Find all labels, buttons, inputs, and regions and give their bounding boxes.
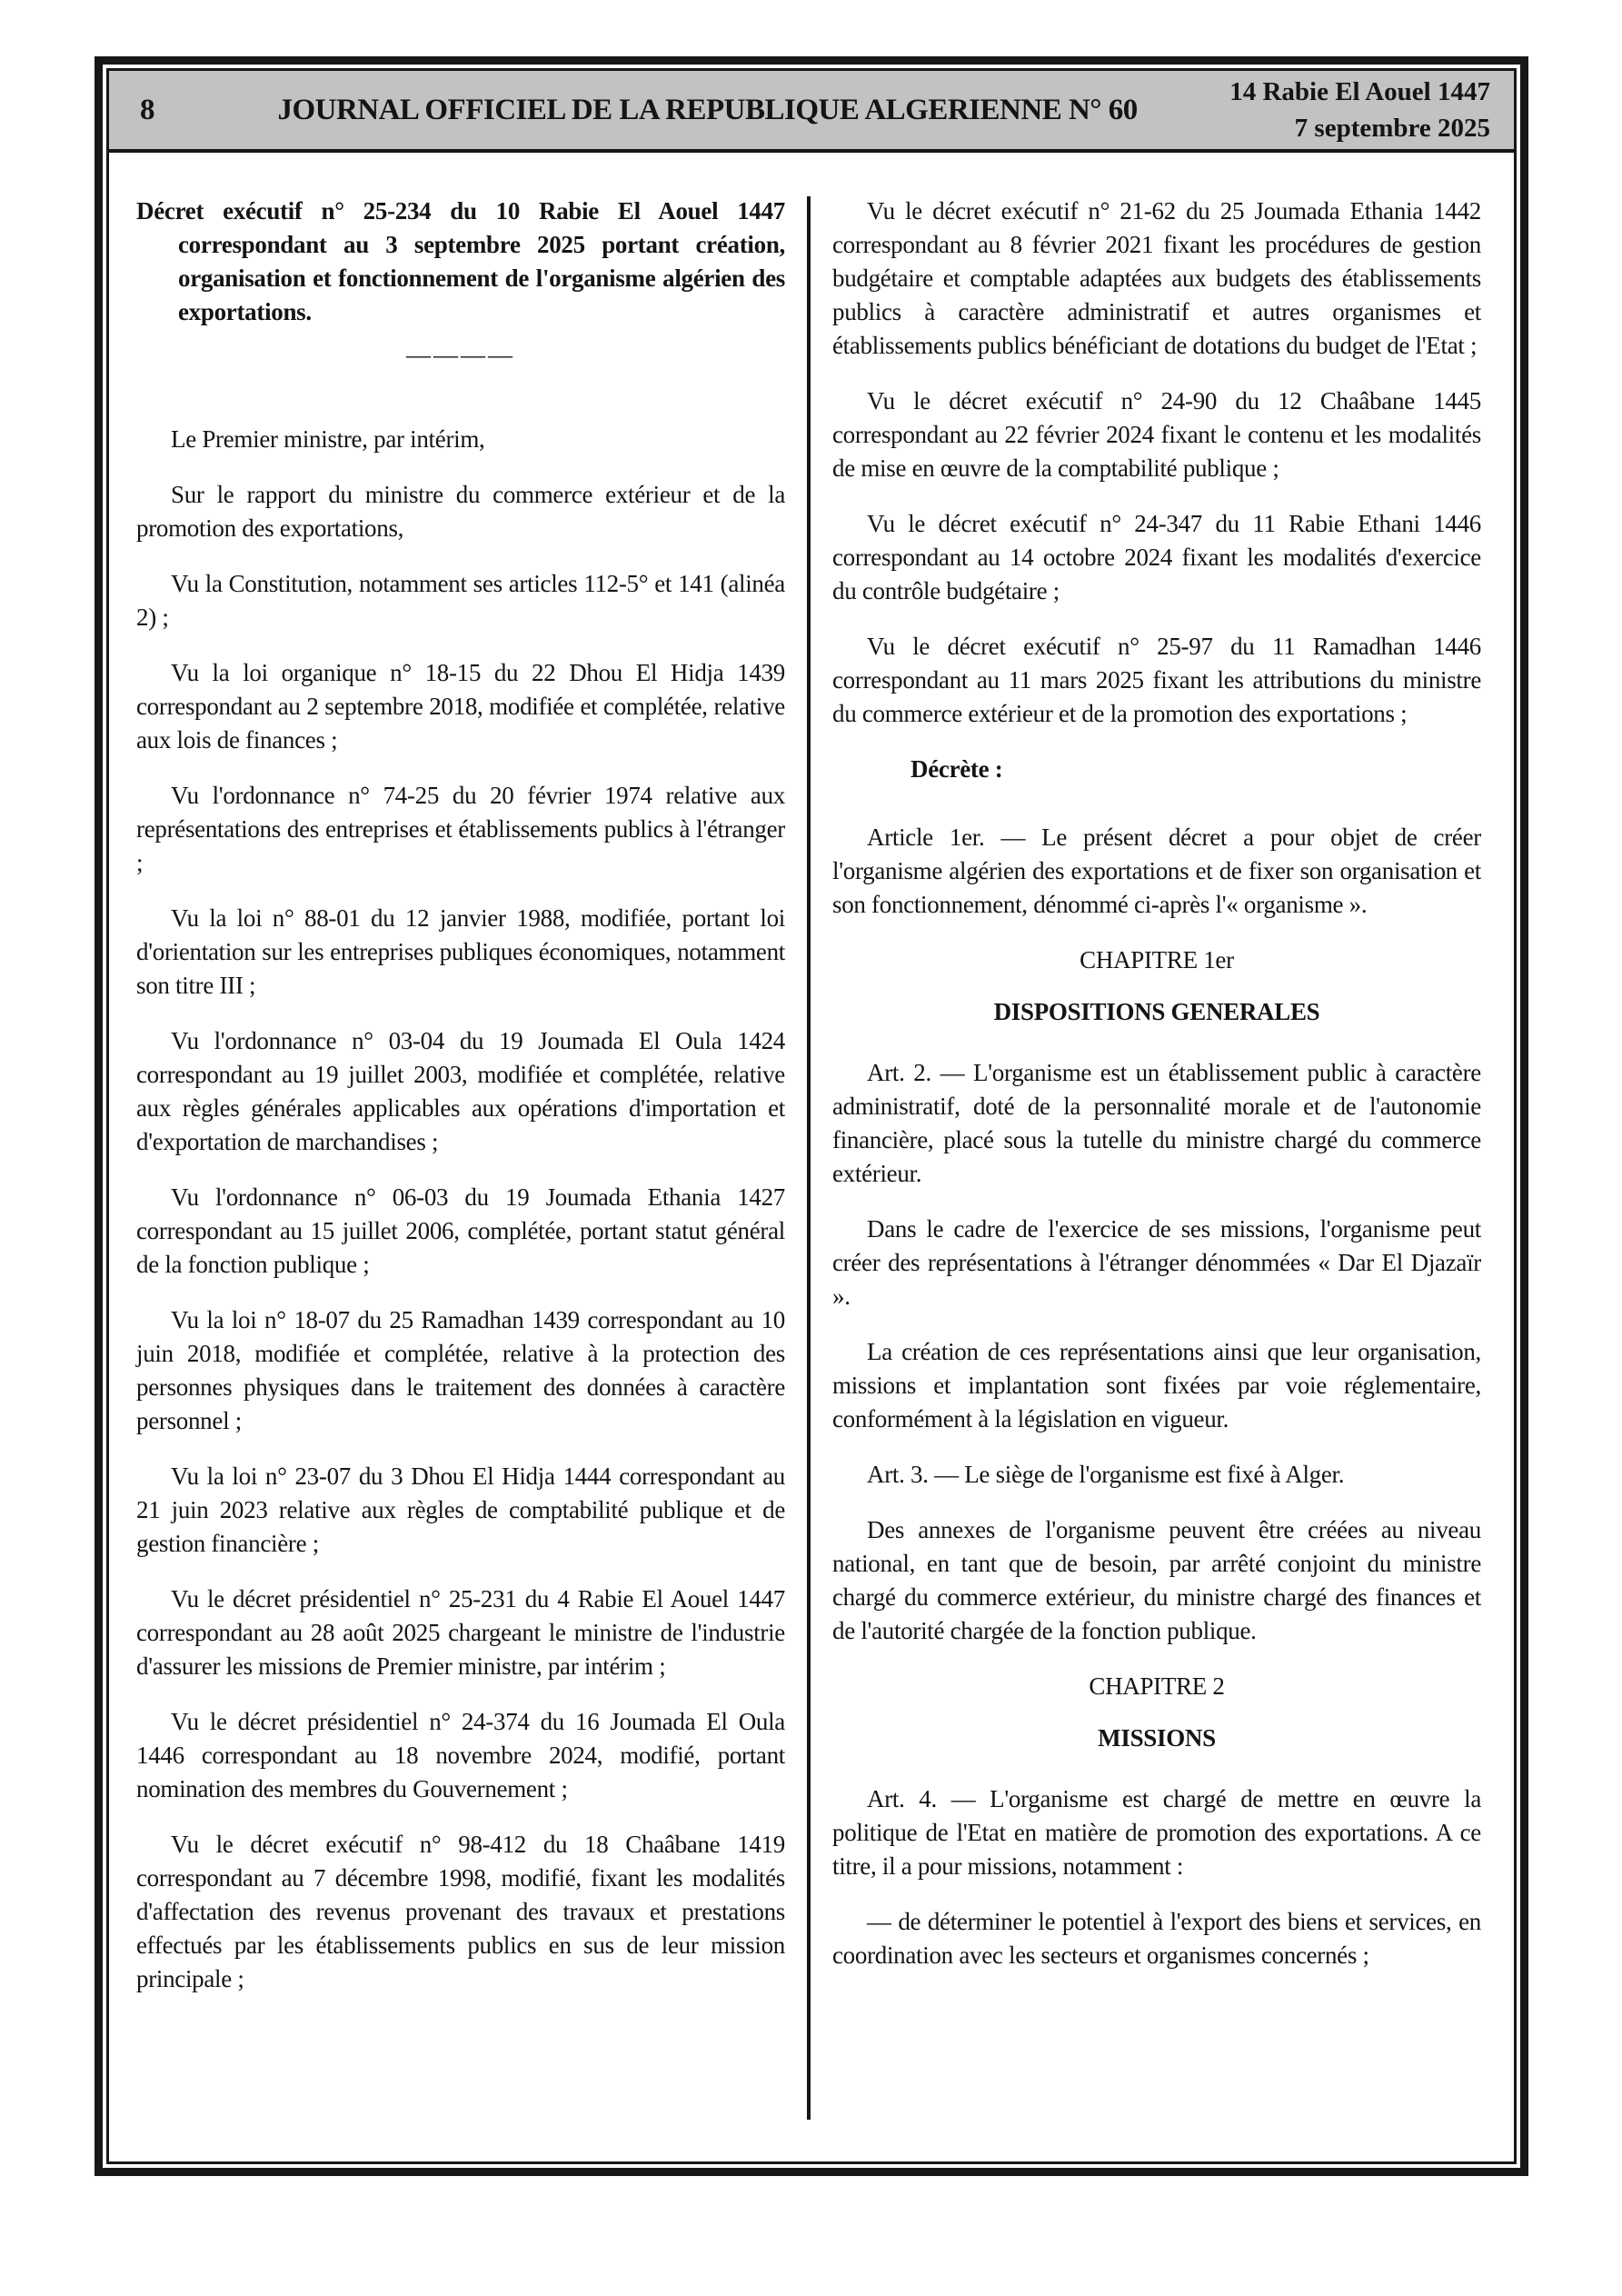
- right-column: [811, 195, 1514, 2161]
- page-number: 8: [140, 93, 155, 126]
- visa-paragraph: Vu le décret présidentiel n° 25-231 du 4 Rabie El Aouel 1447 correspondant au 28 août 2025 chargeant le ministre de l'industrie d'assurer les missions de Premier ministre, par intérim ;: [136, 1585, 785, 1680]
- journal-title: JOURNAL OFFICIEL DE LA REPUBLIQUE ALGERIENNE N° 60: [277, 93, 1138, 126]
- visa-paragraph: Vu l'ordonnance n° 06-03 du 19 Joumada Ethania 1427 correspondant au 15 juillet 2006, complétée, portant statut général de la fonction publique ;: [136, 1183, 785, 1278]
- article-1-paragraph: Article 1er. — Le présent décret a pour objet de créer l'organisme algérien des exportations et de fixer son organisation et son fonctionnement, dénommé ci-après l'« organisme ».: [832, 824, 1481, 918]
- visa-paragraph: Vu le décret présidentiel n° 24-374 du 16 Joumada El Oula 1446 correspondant au 18 novembre 2024, modifié, portant nomination des membres du Gouvernement ;: [136, 1708, 785, 1802]
- page-frame: [95, 56, 1528, 2176]
- visa-paragraph: Vu le décret exécutif n° 25-97 du 11 Ramadhan 1446 correspondant au 11 mars 2025 fixant les attributions du ministre du commerce extérieur et de la promotion des exportations ;: [832, 633, 1481, 727]
- columns: [109, 153, 1514, 2161]
- chapitre-2-label: CHAPITRE 2: [1089, 1672, 1225, 1700]
- article-3-paragraph: Des annexes de l'organisme peuvent être créées au niveau national, en tant que de besoin, par arrêté conjoint du ministre chargé du commerce extérieur, du ministre chargé des finances et de l'autorité chargée de la fonction publique.: [832, 1516, 1481, 1644]
- visa-paragraph: Vu la Constitution, notamment ses articles 112-5° et 141 (alinéa 2) ;: [136, 570, 785, 631]
- article-3-paragraph: Art. 3. — Le siège de l'organisme est fixé à Alger.: [867, 1461, 1345, 1488]
- decree-heading: Décret exécutif n° 25-234 du 10 Rabie El Aouel 1447 correspondant au 3 septembre 2025 portant création, organisation et fonctionnement de l'organisme algérien des exportations.: [136, 197, 785, 325]
- date-hijri: 14 Rabie El Aouel 1447: [1229, 77, 1490, 106]
- page-frame-inner: [106, 68, 1517, 2164]
- visa-paragraph: Vu la loi organique n° 18-15 du 22 Dhou El Hidja 1439 correspondant au 2 septembre 2018, modifiée et complétée, relative aux lois de finances ;: [136, 659, 785, 754]
- visa-paragraph: Vu la loi n° 88-01 du 12 janvier 1988, modifiée, portant loi d'orientation sur les entreprises publiques économiques, notamment son titre III ;: [136, 904, 785, 999]
- visa-paragraph: Vu le décret exécutif n° 24-347 du 11 Rabie Ethani 1446 correspondant au 14 octobre 2024 fixant les modalités d'exercice du contrôle budgétaire ;: [832, 510, 1481, 604]
- article-2-paragraph: Art. 2. — L'organisme est un établissement public à caractère administratif, doté de la personnalité morale et de l'autonomie financière, placé sous la tutelle du ministre chargé du commerce extérieur.: [832, 1059, 1481, 1187]
- visa-paragraph: Vu l'ordonnance n° 74-25 du 20 février 1974 relative aux représentations des entreprises et établissements publics à l'étranger ;: [136, 782, 785, 876]
- report-line: Sur le rapport du ministre du commerce extérieur et de la promotion des exportations,: [136, 481, 785, 542]
- visa-paragraph: Vu la loi n° 18-07 du 25 Ramadhan 1439 correspondant au 10 juin 2018, modifiée et complétée, relative à la protection des personnes physiques dans le traitement des données à caractère personnel ;: [136, 1306, 785, 1434]
- visa-paragraph: Vu le décret exécutif n° 98-412 du 18 Chaâbane 1419 correspondant au 7 décembre 1998, modifié, fixant les modalités d'affectation des revenus provenant des travaux et prestations effectués par les établissements publics en sus de leur mission principale ;: [136, 1831, 785, 1992]
- article-4-paragraph: Art. 4. — L'organisme est chargé de mettre en œuvre la politique de l'Etat en matière de promotion des exportations. A ce titre, il a pour missions, notamment :: [832, 1785, 1481, 1880]
- article-2-paragraph: Dans le cadre de l'exercice de ses missions, l'organisme peut créer des représentations à l'étranger dénommées « Dar El Djazaïr ».: [832, 1215, 1481, 1310]
- chapitre-1-title: DISPOSITIONS GENERALES: [993, 998, 1320, 1025]
- header-band: [109, 71, 1514, 153]
- issue-dates: [1211, 74, 1490, 146]
- article-2-paragraph: La création de ces représentations ainsi que leur organisation, missions et implantation sont fixées par voie réglementaire, conformément à la législation en vigueur.: [832, 1338, 1481, 1433]
- article-4-list-item: — de déterminer le potentiel à l'export des biens et services, en coordination avec les secteurs et organismes concernés ;: [832, 1908, 1481, 1969]
- visa-paragraph: Vu la loi n° 23-07 du 3 Dhou El Hidja 1444 correspondant au 21 juin 2023 relative aux règles de comptabilité publique et de gestion financière ;: [136, 1462, 785, 1557]
- decrete-label: Décrète :: [911, 755, 1003, 783]
- opening-line: Le Premier ministre, par intérim,: [171, 425, 485, 453]
- date-gregorian: 7 septembre 2025: [1294, 114, 1490, 143]
- visa-paragraph: Vu le décret exécutif n° 24-90 du 12 Chaâbane 1445 correspondant au 22 février 2024 fixant le contenu et les modalités de mise en œuvre de la comptabilité publique ;: [832, 387, 1481, 482]
- chapitre-1-label: CHAPITRE 1er: [1080, 946, 1234, 973]
- visa-paragraph: Vu l'ordonnance n° 03-04 du 19 Joumada El Oula 1424 correspondant au 19 juillet 2003, modifiée et complétée, relative aux règles générales applicables aux opérations d'importation et d'exportation de marchandises ;: [136, 1027, 785, 1155]
- left-column: [109, 195, 807, 2161]
- chapitre-2-title: MISSIONS: [1098, 1724, 1216, 1752]
- visa-paragraph: Vu le décret exécutif n° 21-62 du 25 Joumada Ethania 1442 correspondant au 8 février 2021 fixant les procédures de gestion budgétaire et comptable adaptées aux budgets des établissements publics à caractère administratif et autres organismes et établissements publics bénéficiant de dotations du budget de l'Etat ;: [832, 197, 1481, 359]
- dash-separator: ————: [406, 341, 515, 368]
